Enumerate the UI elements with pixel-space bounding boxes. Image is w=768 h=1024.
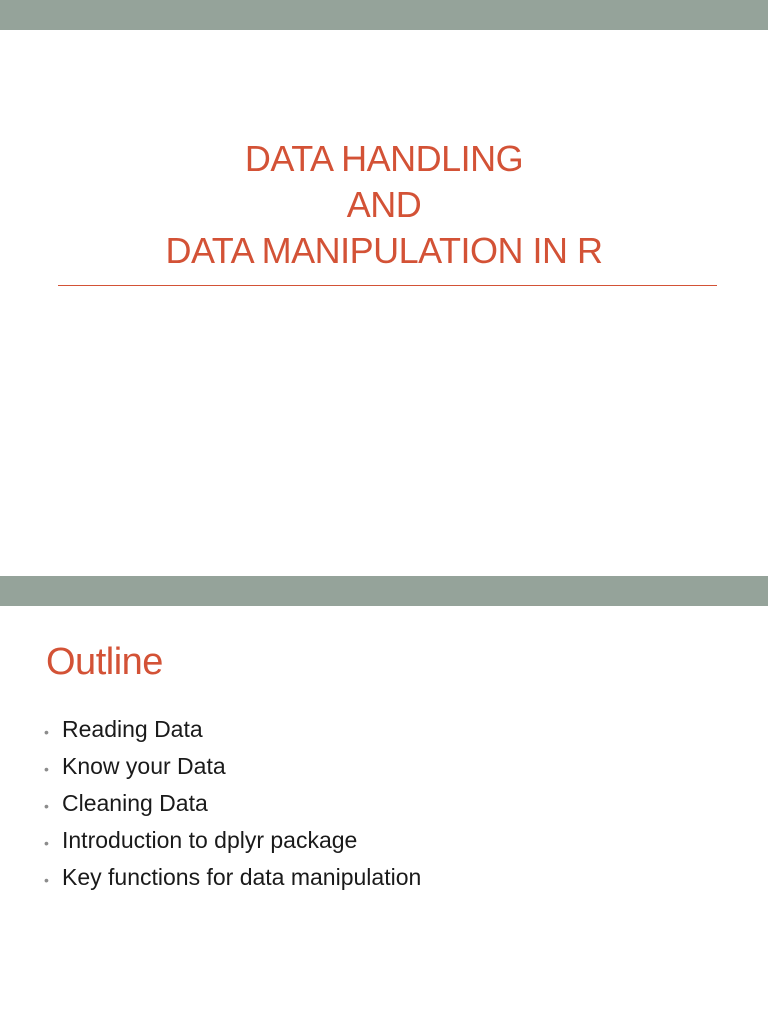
bullet-text: Know your Data: [62, 753, 226, 779]
bullet-text: Cleaning Data: [62, 790, 208, 816]
list-item: [44, 859, 421, 896]
bullet-text: Introduction to dplyr package: [62, 827, 358, 853]
bullet-icon: •: [44, 872, 49, 888]
bullet-icon: •: [44, 761, 49, 777]
list-item: [44, 748, 421, 785]
title-line-1: DATA HANDLING: [244, 138, 524, 179]
title-line-3: DATA MANIPULATION IN R: [165, 230, 603, 271]
slide-header-band: [0, 0, 768, 30]
bullet-text: Key functions for data manipulation: [62, 864, 422, 890]
title-line-2: AND: [346, 184, 422, 225]
outline-bullet-list: [44, 711, 421, 896]
slide-title: [0, 136, 768, 274]
outline-heading: Outline: [46, 641, 163, 683]
list-item: [44, 822, 421, 859]
title-underline: [58, 285, 717, 286]
slide-header-band: [0, 576, 768, 606]
bullet-icon: •: [44, 798, 49, 814]
outline-slide: [0, 576, 768, 1024]
bullet-text: Reading Data: [62, 716, 203, 742]
list-item: [44, 785, 421, 822]
bullet-icon: •: [44, 724, 49, 740]
list-item: [44, 711, 421, 748]
bullet-icon: •: [44, 835, 49, 851]
